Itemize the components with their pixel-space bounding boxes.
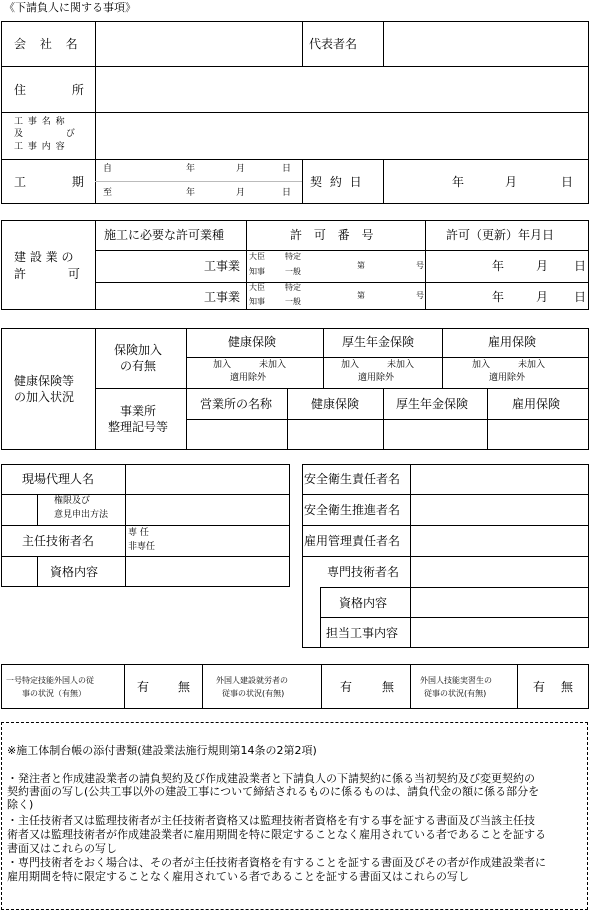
specialist-label: 専門技術者名 <box>327 565 400 579</box>
work-name-label: 工 事 名 称 <box>14 117 65 127</box>
work-and-label: 及 び <box>14 129 75 139</box>
office-label-1: 事業所 <box>120 404 157 418</box>
period-to-month: 月 <box>236 188 246 198</box>
contract-month: 月 <box>505 175 518 189</box>
enrollment-label-2: の有無 <box>120 359 157 373</box>
permit-go-2: 号 <box>416 291 424 300</box>
pension-header: 厚生年金保険 <box>342 335 415 349</box>
office-pension-header: 厚生年金保険 <box>396 397 469 411</box>
note-1-line-2: 契約書面の写し(公共工事以外の建設工事について締結されるものに係るものは、請負代金の額に係る部分を <box>7 785 540 798</box>
permit-type-field-1[interactable] <box>96 251 202 282</box>
permit-dai-1: 第 <box>357 261 365 270</box>
period-from-day: 日 <box>282 164 292 174</box>
trainee-no[interactable]: 無 <box>561 680 574 694</box>
authority-field[interactable] <box>126 495 289 525</box>
contract-year: 年 <box>452 175 465 189</box>
pension-not-joined[interactable]: 未加入 <box>387 360 415 370</box>
period-label: 工 期 <box>14 175 84 189</box>
office-name-field[interactable] <box>187 420 287 449</box>
health-insurance-header: 健康保険 <box>228 335 277 349</box>
safety-manager-field[interactable] <box>411 465 588 494</box>
permit-minister-1[interactable]: 大臣 <box>249 252 265 261</box>
office-employment-header: 雇用保険 <box>512 397 561 411</box>
period-from-year: 年 <box>186 164 196 174</box>
ssw-yes[interactable]: 有 <box>137 680 150 694</box>
period-to-day: 日 <box>282 188 292 198</box>
period-from-month: 月 <box>236 164 246 174</box>
note-2-line-3: 書面又はこれらの写し <box>7 842 117 855</box>
office-name-header: 営業所の名称 <box>200 397 273 411</box>
chief-engineer-field[interactable] <box>165 526 289 556</box>
note-2-line-1: ・主任技術者又は監理技術者が主任技術者資格又は監理技術者資格を有する事を証する書面及び当該主任技 <box>7 814 535 827</box>
pension-joined[interactable]: 加入 <box>341 360 360 370</box>
employment-insurance-header: 雇用保険 <box>488 335 537 349</box>
note-1-line-3: 除く) <box>7 798 34 811</box>
authority-label-1: 権限及び <box>54 496 91 506</box>
permit-type-header: 施工に必要な許可業種 <box>104 228 225 242</box>
office-employment-field[interactable] <box>488 420 588 449</box>
note-2-line-2: 術者又は監理技術者が作成建設業者に雇用期間を特に限定することなく雇用されている者であることを証する <box>7 828 546 841</box>
safety-manager-label: 安全衛生責任者名 <box>304 472 401 486</box>
permit-year-1: 年 <box>492 259 505 273</box>
company-name-label: 会 社 名 <box>14 37 78 51</box>
ssw-no[interactable]: 無 <box>178 680 191 694</box>
notes-heading: ※施工体制台帳の添付書類(建設業法施行規則第14条の2第2項) <box>7 744 317 757</box>
period-to: 至 <box>103 188 113 198</box>
pension-exempt[interactable]: 適用除外 <box>358 373 395 383</box>
permit-minister-2[interactable]: 大臣 <box>249 283 265 292</box>
office-health-field[interactable] <box>288 420 383 449</box>
specialist-qualification-field[interactable] <box>411 588 588 617</box>
permit-section-label-1: 建 設 業 の <box>14 250 74 264</box>
enrollment-label-1: 保険加入 <box>114 343 163 357</box>
permit-section-label-2: 許 可 <box>14 267 80 281</box>
permit-month-1: 月 <box>536 259 549 273</box>
insurance-section-label-2: の加入状況 <box>14 390 75 404</box>
note-3-line-1: ・専門技術者をおく場合は、その者が主任技術者資格を有することを証する書面及びその者が作成建設業者に <box>7 856 546 869</box>
employment-manager-label: 雇用管理責任者名 <box>304 534 401 548</box>
trainee-label-2: 従事の状況(有無) <box>424 689 487 698</box>
form-title: 《下請負人に関する事項》 <box>4 1 136 14</box>
health-exempt[interactable]: 適用除外 <box>230 373 267 383</box>
representative-field[interactable] <box>384 22 588 66</box>
construction-worker-label-2: 従事の状況(有無) <box>222 689 285 698</box>
office-pension-field[interactable] <box>384 420 487 449</box>
permit-general-2[interactable]: 一般 <box>285 297 301 306</box>
permit-special-2[interactable]: 特定 <box>285 283 301 292</box>
office-health-header: 健康保険 <box>311 397 360 411</box>
trainee-yes[interactable]: 有 <box>533 680 546 694</box>
work-name-field[interactable] <box>96 113 588 159</box>
office-label-2: 整理記号等 <box>108 420 169 434</box>
permit-work-suffix-1: 工事業 <box>204 259 241 273</box>
health-joined[interactable]: 加入 <box>213 360 232 370</box>
permit-day-2: 日 <box>574 290 587 304</box>
permit-month-2: 月 <box>536 290 549 304</box>
full-time-option[interactable]: 専 任 <box>128 528 149 538</box>
permit-special-1[interactable]: 特定 <box>285 252 301 261</box>
construction-worker-yes[interactable]: 有 <box>340 680 353 694</box>
period-to-year: 年 <box>186 188 196 198</box>
permit-general-1[interactable]: 一般 <box>285 267 301 276</box>
period-field[interactable] <box>96 160 302 203</box>
address-field[interactable] <box>96 67 588 112</box>
permit-day-1: 日 <box>574 259 587 273</box>
employment-manager-field[interactable] <box>411 526 588 556</box>
insurance-section-label-1: 健康保険等 <box>14 374 75 388</box>
qualification-label: 資格内容 <box>50 565 99 579</box>
construction-worker-no[interactable]: 無 <box>382 680 395 694</box>
assigned-work-field[interactable] <box>411 618 588 647</box>
ssw-label-1: 一号特定技能外国人の従 <box>6 676 94 685</box>
address-label: 住 所 <box>14 83 84 97</box>
authority-label-2: 意見申出方法 <box>54 510 109 520</box>
ssw-label-2: 事の状況（有無） <box>22 689 86 698</box>
not-full-time-option[interactable]: 非専任 <box>128 542 156 552</box>
employment-not-joined[interactable]: 未加入 <box>518 360 546 370</box>
permit-date-header: 許可（更新）年月日 <box>446 228 555 242</box>
safety-promoter-field[interactable] <box>411 495 588 525</box>
permit-number-header: 許 可 番 号 <box>290 228 374 242</box>
company-name-field[interactable] <box>96 22 301 66</box>
specialist-qualification-label: 資格内容 <box>339 596 388 610</box>
permit-governor-2[interactable]: 知事 <box>249 297 265 306</box>
health-not-joined[interactable]: 未加入 <box>259 360 287 370</box>
permit-go-1: 号 <box>416 261 424 270</box>
contract-date-label: 契 約 日 <box>310 175 362 189</box>
employment-joined[interactable]: 加入 <box>472 360 491 370</box>
note-3-line-2: 雇用期間を特に限定することなく雇用されている者であることを証する書面又はこれらの写し <box>7 870 469 883</box>
permit-year-2: 年 <box>492 290 505 304</box>
assigned-work-label: 担当工事内容 <box>326 626 399 640</box>
period-from: 自 <box>103 164 113 174</box>
specialist-field[interactable] <box>411 557 588 587</box>
trainee-label-1: 外国人技能実習生の <box>420 676 492 685</box>
chief-engineer-label: 主任技術者名 <box>22 534 95 548</box>
site-agent-label: 現場代理人名 <box>22 472 95 486</box>
note-1-line-1: ・発注者と作成建設業者の請負契約及び作成建設業者と下請負人の下請契約に係る当初契約及び変更契約の <box>7 772 535 785</box>
construction-worker-label-1: 外国人建設就労者の <box>216 676 288 685</box>
representative-label: 代表者名 <box>309 37 358 51</box>
foreign-workers-table <box>1 664 589 709</box>
employment-exempt[interactable]: 適用除外 <box>489 373 526 383</box>
contract-day: 日 <box>561 175 574 189</box>
permit-dai-2: 第 <box>357 291 365 300</box>
contract-date-field[interactable] <box>384 160 588 203</box>
site-agent-field[interactable] <box>126 465 289 494</box>
permit-governor-1[interactable]: 知事 <box>249 267 265 276</box>
work-content-label: 工 事 内 容 <box>14 142 65 152</box>
qualification-field[interactable] <box>126 557 289 586</box>
safety-promoter-label: 安全衛生推進者名 <box>304 503 401 517</box>
permit-work-suffix-2: 工事業 <box>204 290 241 304</box>
permit-type-field-2[interactable] <box>96 283 202 309</box>
